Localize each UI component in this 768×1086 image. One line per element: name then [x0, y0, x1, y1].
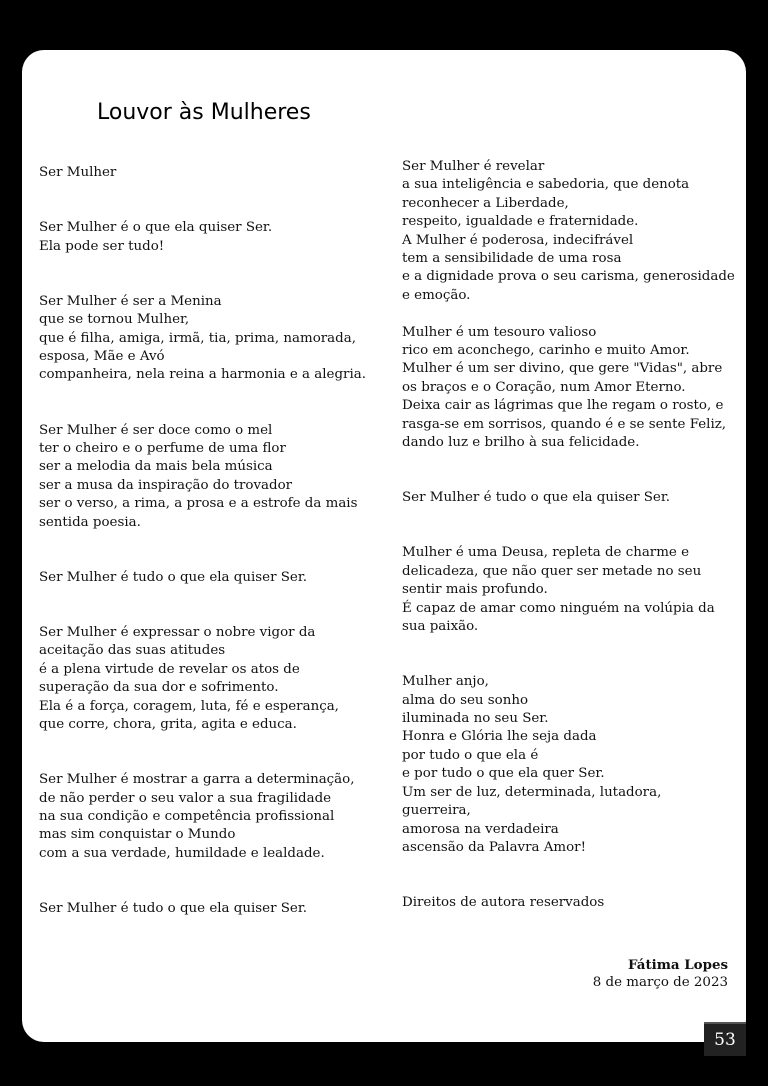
poem-line: por tudo o que ela é	[402, 747, 539, 763]
poem-line: reconhecer a Liberdade,	[402, 195, 569, 211]
blank-line	[402, 508, 740, 526]
poem-line: dando luz e brilho à sua felicidade.	[402, 435, 640, 451]
poem-line: Deixa cair as lágrimas que lhe regam o rosto, e	[402, 398, 724, 414]
blank-line	[39, 753, 384, 771]
poem-line: é a plena virtude de revelar os atos de	[39, 661, 300, 677]
poem-line: Ser Mulher é ser a Menina	[39, 293, 222, 309]
poem-line: Honra e Glória lhe seja dada	[402, 729, 597, 745]
poem-line: sentir mais profundo.	[402, 582, 548, 598]
blank-line	[39, 532, 384, 550]
poem-line: Ela pode ser tudo!	[39, 238, 165, 254]
blank-line	[39, 550, 384, 568]
blank-line	[402, 526, 740, 544]
blank-line	[39, 201, 384, 219]
poem-left-column	[39, 164, 384, 918]
blank-line	[39, 587, 384, 605]
poem-line: e a dignidade prova o seu carisma, generosidade	[402, 269, 735, 285]
blank-line	[39, 256, 384, 274]
poem-line: Mulher é um ser divino, que gere "Vidas", abre	[402, 361, 723, 377]
poem-line: aceitação das suas atitudes	[39, 643, 226, 659]
poem-line: Ser Mulher é tudo o que ela quiser Ser.	[402, 490, 671, 506]
poem-line: guerreira,	[402, 803, 471, 819]
poem-line: delicadeza, que não quer ser metade no seu	[402, 563, 702, 579]
poem-line: tem a sensibilidade de uma rosa	[402, 251, 622, 267]
blank-line	[402, 636, 740, 654]
poem-right-column	[402, 158, 740, 913]
poem-line: A Mulher é poderosa, indecifrável	[402, 232, 634, 248]
poem-line: Ser Mulher é tudo o que ela quiser Ser.	[39, 569, 308, 585]
poem-line: ser a musa da inspiração do trovador	[39, 477, 293, 493]
poem-line: amorosa na verdadeira	[402, 821, 559, 837]
signature-block	[593, 956, 728, 993]
poem-line: que é filha, amiga, irmã, tia, prima, namorada,	[39, 330, 356, 346]
poem-line: a sua inteligência e sabedoria, que denota	[402, 177, 690, 193]
blank-line	[402, 305, 740, 323]
poem-line: Um ser de luz, determinada, lutadora,	[402, 784, 662, 800]
poem-line: sua paixão.	[402, 619, 479, 635]
poem-line: rico em aconchego, carinho e muito Amor.	[402, 343, 690, 359]
poem-line: Mulher é uma Deusa, repleta de charme e	[402, 545, 690, 561]
poem-line: ser a melodia da mais bela música	[39, 459, 273, 475]
blank-line	[39, 606, 384, 624]
poem-line: Ser Mulher é ser doce como o mel	[39, 422, 273, 438]
poem-line: Ser Mulher é o que ela quiser Ser.	[39, 220, 273, 236]
poem-line: Direitos de autora reservados	[402, 895, 605, 911]
poem-line: e por tudo o que ela quer Ser.	[402, 766, 605, 782]
blank-line	[39, 882, 384, 900]
poem-line: na sua condição e competência profissional	[39, 809, 335, 825]
poem-line: os braços e o Coração, num Amor Eterno.	[402, 379, 686, 395]
author-name: Fátima Lopes	[628, 957, 728, 973]
poem-line: que corre, chora, grita, agita e educa.	[39, 717, 297, 733]
blank-line	[402, 452, 740, 470]
poem-line: ser o verso, a rima, a prosa e a estrofe da mais	[39, 496, 358, 512]
blank-line	[39, 274, 384, 292]
poem-line: alma do seu sonho	[402, 692, 529, 708]
poem-line: sentida poesia.	[39, 514, 141, 530]
poem-line: Ser Mulher é tudo o que ela quiser Ser.	[39, 901, 308, 917]
blank-line	[39, 182, 384, 200]
poem-line: com a sua verdade, humildade e lealdade.	[39, 845, 325, 861]
poem-line: Ser Mulher é expressar o nobre vigor da	[39, 625, 316, 640]
poem-line: Ela é a força, coragem, luta, fé e esperança,	[39, 698, 339, 714]
blank-line	[402, 655, 740, 673]
poem-line: companheira, nela reina a harmonia e a alegria.	[39, 367, 366, 383]
blank-line	[39, 863, 384, 881]
poem-line: esposa, Mãe e Avó	[39, 349, 165, 364]
poem-line: superação da sua dor e sofrimento.	[39, 680, 279, 696]
blank-line	[39, 734, 384, 752]
signature-date: 8 de março de 2023	[592, 975, 728, 991]
poem-line: Ser Mulher	[39, 165, 117, 180]
poem-line: de não perder o seu valor a sua fragilidade	[39, 790, 332, 806]
poem-line: É capaz de amar como ninguém na volúpia da	[402, 600, 715, 616]
poem-line: e emoção.	[402, 287, 471, 303]
blank-line	[402, 471, 740, 489]
poem-line: iluminada no seu Ser.	[402, 711, 549, 727]
poem-line: ter o cheiro e o perfume de uma flor	[39, 441, 286, 456]
poem-line: Ser Mulher é revelar	[402, 159, 545, 174]
poem-line: que se tornou Mulher,	[39, 312, 190, 328]
blank-line	[402, 857, 740, 875]
poem-line: respeito, igualdade e fraternidade.	[402, 214, 639, 230]
page-number: 53	[704, 1022, 746, 1056]
poem-title: Louvor às Mulheres	[97, 100, 311, 125]
page-sheet	[22, 50, 746, 1042]
blank-line	[402, 876, 740, 894]
poem-line: Mulher é um tesouro valioso	[402, 324, 597, 340]
blank-line	[39, 403, 384, 421]
blank-line	[39, 385, 384, 403]
poem-line: Ser Mulher é mostrar a garra a determinação,	[39, 772, 355, 788]
poem-line: rasga-se em sorrisos, quando é e se sente Feliz,	[402, 416, 727, 432]
poem-line: Mulher anjo,	[402, 674, 489, 690]
poem-line: ascensão da Palavra Amor!	[402, 839, 586, 855]
poem-line: mas sim conquistar o Mundo	[39, 827, 236, 843]
